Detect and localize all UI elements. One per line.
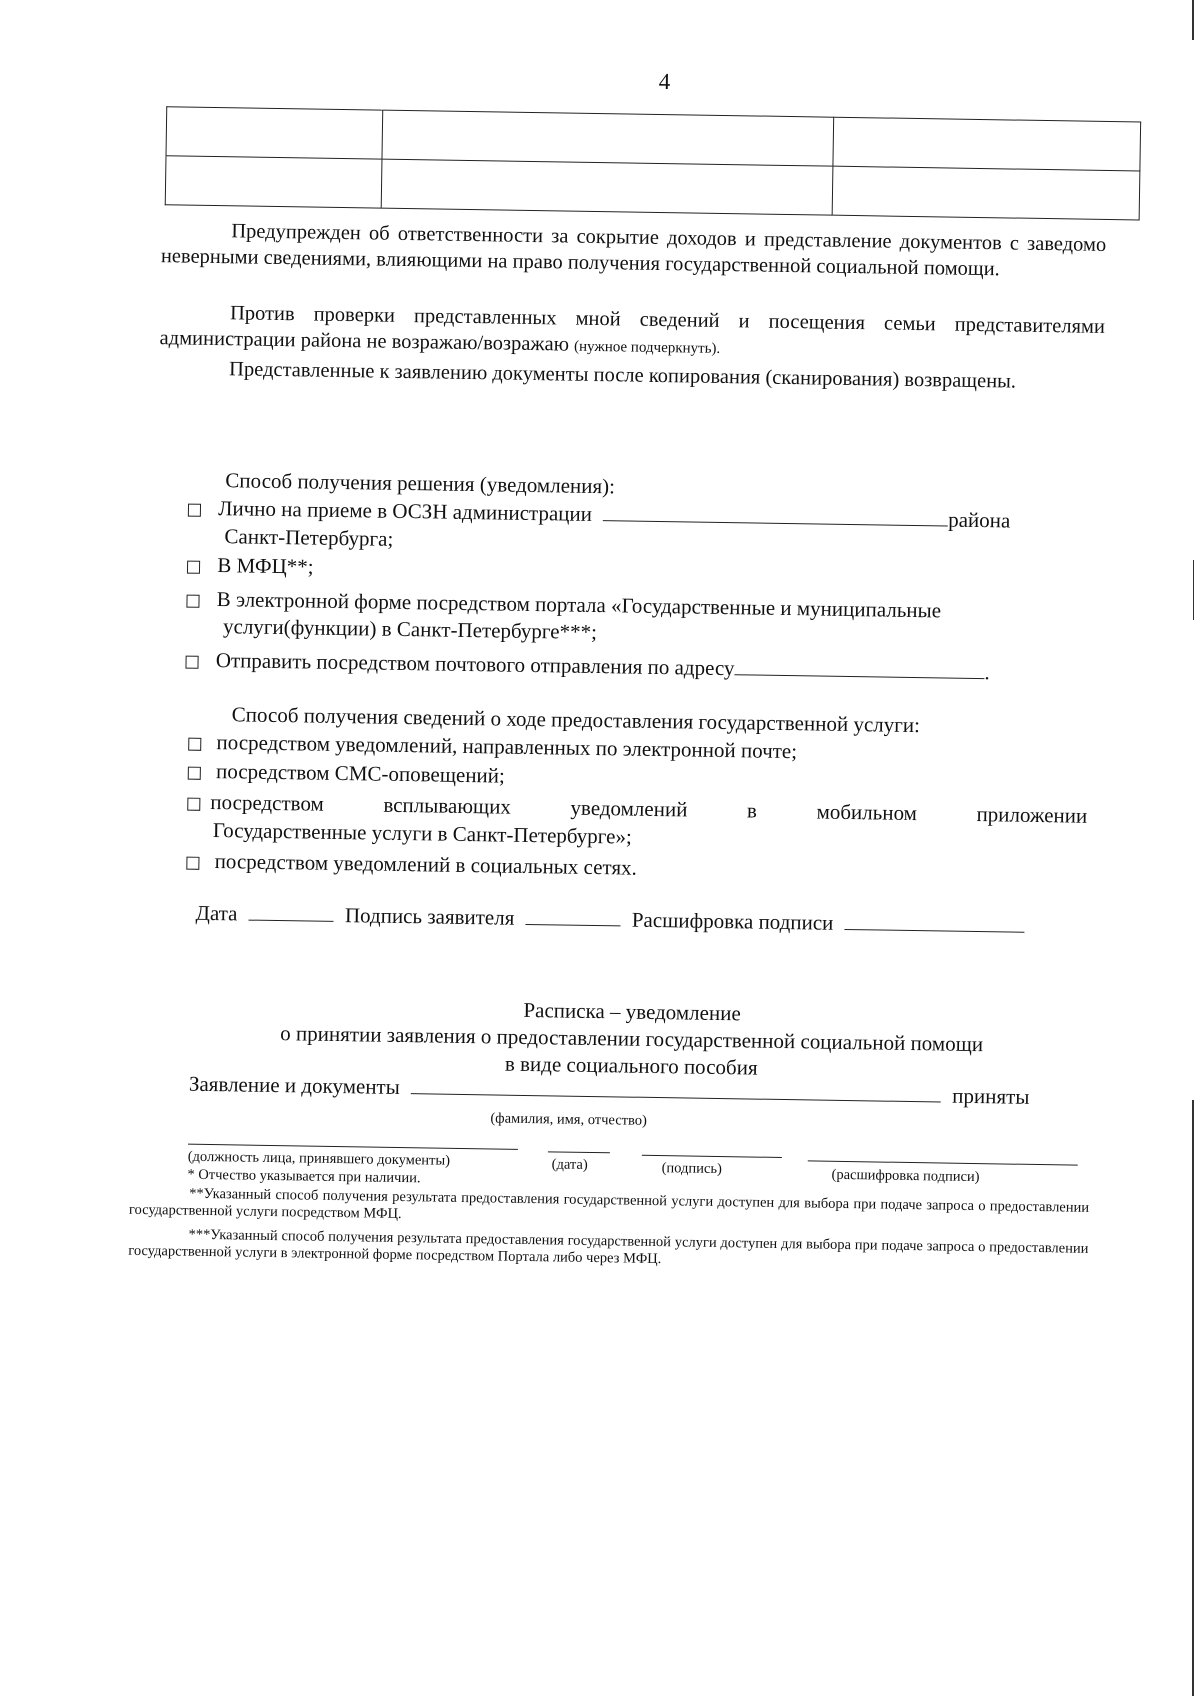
signature-blank[interactable]: [526, 904, 621, 926]
decision-option-mail[interactable]: [185, 646, 1105, 688]
checkbox-icon[interactable]: [188, 766, 201, 779]
sign-caption: (подпись): [661, 1160, 722, 1178]
footnote-patronymic: * Отчество указывается при наличии.: [187, 1166, 421, 1187]
checkbox-icon[interactable]: [187, 560, 200, 573]
page-number: 4: [658, 68, 671, 95]
date-line: [548, 1151, 610, 1153]
checkbox-icon[interactable]: [186, 856, 199, 869]
scan-edge-mark: [1193, 560, 1194, 620]
table-cell: [165, 156, 382, 208]
inspection-note: (нужное подчеркнуть).: [573, 338, 721, 357]
scan-edge-mark: [1192, 1100, 1194, 1696]
sign-line: [642, 1155, 782, 1158]
option-label-continued: Государственные услуги в Санкт-Петербурге»;: [212, 818, 632, 849]
position-caption: (должность лица, принявшего документы): [187, 1148, 451, 1169]
option-label: Отправить посредством почтового отправления по адресу: [215, 648, 735, 681]
option-word: уведомлений: [570, 795, 688, 822]
progress-option-sms[interactable]: [188, 757, 505, 790]
option-label: В электронной форме посредством портала «Государственные и муниципальные: [216, 587, 942, 623]
accepted-suffix: приняты: [952, 1083, 1030, 1109]
signature-label: Подпись заявителя: [344, 903, 515, 930]
decode-line: [808, 1160, 1078, 1165]
date-label: Дата: [195, 900, 238, 926]
checkbox-icon[interactable]: [187, 797, 200, 810]
push-option-lead: [187, 788, 324, 818]
district-blank[interactable]: [603, 500, 948, 526]
progress-heading: Способ получения сведений о ходе предоставления государственной услуги:: [231, 702, 921, 738]
table-cell: [382, 110, 834, 166]
option-word: приложении: [976, 802, 1088, 828]
liability-paragraph: Предупрежден об ответственности за сокрытие доходов и представление документов с заведомо неверными сведениями, влияющими на право получения государственной социальной помощи.: [160, 220, 1107, 281]
receipt-subtitle-2: в виде социального пособия: [504, 1051, 758, 1080]
receipt-subtitle: о принятии заявления о предоставлении государственной социальной помощи: [280, 1021, 984, 1057]
progress-option-social[interactable]: [186, 847, 637, 882]
date-blank[interactable]: [249, 900, 334, 922]
data-table: [165, 106, 1141, 220]
footnote-portal: ***Указанный способ получения результата предоставления государственной услуги доступен для выбора при подаче запроса о предоставлении государственной услуги в электронной форме посредством Портала либо через МФЦ.: [128, 1226, 1089, 1268]
decision-heading: Способ получения решения (уведомления):: [225, 468, 616, 499]
option-label: посредством СМС-оповещений;: [215, 759, 506, 788]
option-label: посредством уведомлений в социальных сетях.: [214, 849, 638, 880]
table-cell: [166, 107, 383, 159]
table-cell: [832, 166, 1140, 220]
inspection-text: Против проверки представленных мной сведений и посещения семьи представителями администрации района не возражаю/возражаю: [159, 302, 1106, 356]
option-label-continued: Санкт-Петербурга;: [224, 524, 394, 551]
table-cell: [381, 159, 833, 215]
address-blank[interactable]: [734, 654, 984, 679]
documents-returned-paragraph: Представленные к заявлению документы после копирования (сканирования) возвращены.: [228, 358, 1017, 393]
decode-label: Расшифровка подписи: [631, 907, 834, 935]
option-word: посредством: [210, 789, 325, 816]
option-word: в: [746, 798, 758, 823]
option-word: мобильном: [816, 799, 918, 826]
checkbox-icon[interactable]: [188, 737, 201, 750]
date-caption: (дата): [551, 1156, 588, 1173]
decode-caption: (расшифровка подписи): [831, 1166, 980, 1186]
signature-line: [195, 899, 1095, 941]
receipt-title: Расписка – уведомление: [523, 997, 741, 1026]
option-label: Лично на приеме в ОСЗН администрации: [218, 496, 593, 526]
option-label: В МФЦ**;: [217, 553, 314, 579]
decode-blank[interactable]: [845, 909, 1025, 933]
option-label-continued: услуги(функции) в Санкт-Петербурге***;: [222, 614, 598, 645]
option-label-suffix: района: [948, 507, 1011, 533]
checkbox-icon[interactable]: [185, 655, 198, 668]
decision-option-mfc[interactable]: [187, 551, 314, 581]
checkbox-icon[interactable]: [188, 503, 201, 516]
scan-edge-mark: [1192, 0, 1194, 40]
accepted-label: Заявление и документы: [188, 1071, 401, 1099]
option-word: всплывающих: [383, 792, 512, 819]
checkbox-icon[interactable]: [186, 594, 199, 607]
option-label: посредством уведомлений, направленных по электронной почте;: [216, 730, 798, 764]
fio-caption: (фамилия, имя, отчество): [490, 1110, 647, 1129]
option-label-suffix: .: [984, 660, 990, 685]
footnote-mfc: **Указанный способ получения результата предоставления государственной услуги доступен для выбора при подаче запроса о предоставлении государственной услуги посредством МФЦ.: [128, 1185, 1090, 1223]
table-cell: [833, 117, 1141, 171]
